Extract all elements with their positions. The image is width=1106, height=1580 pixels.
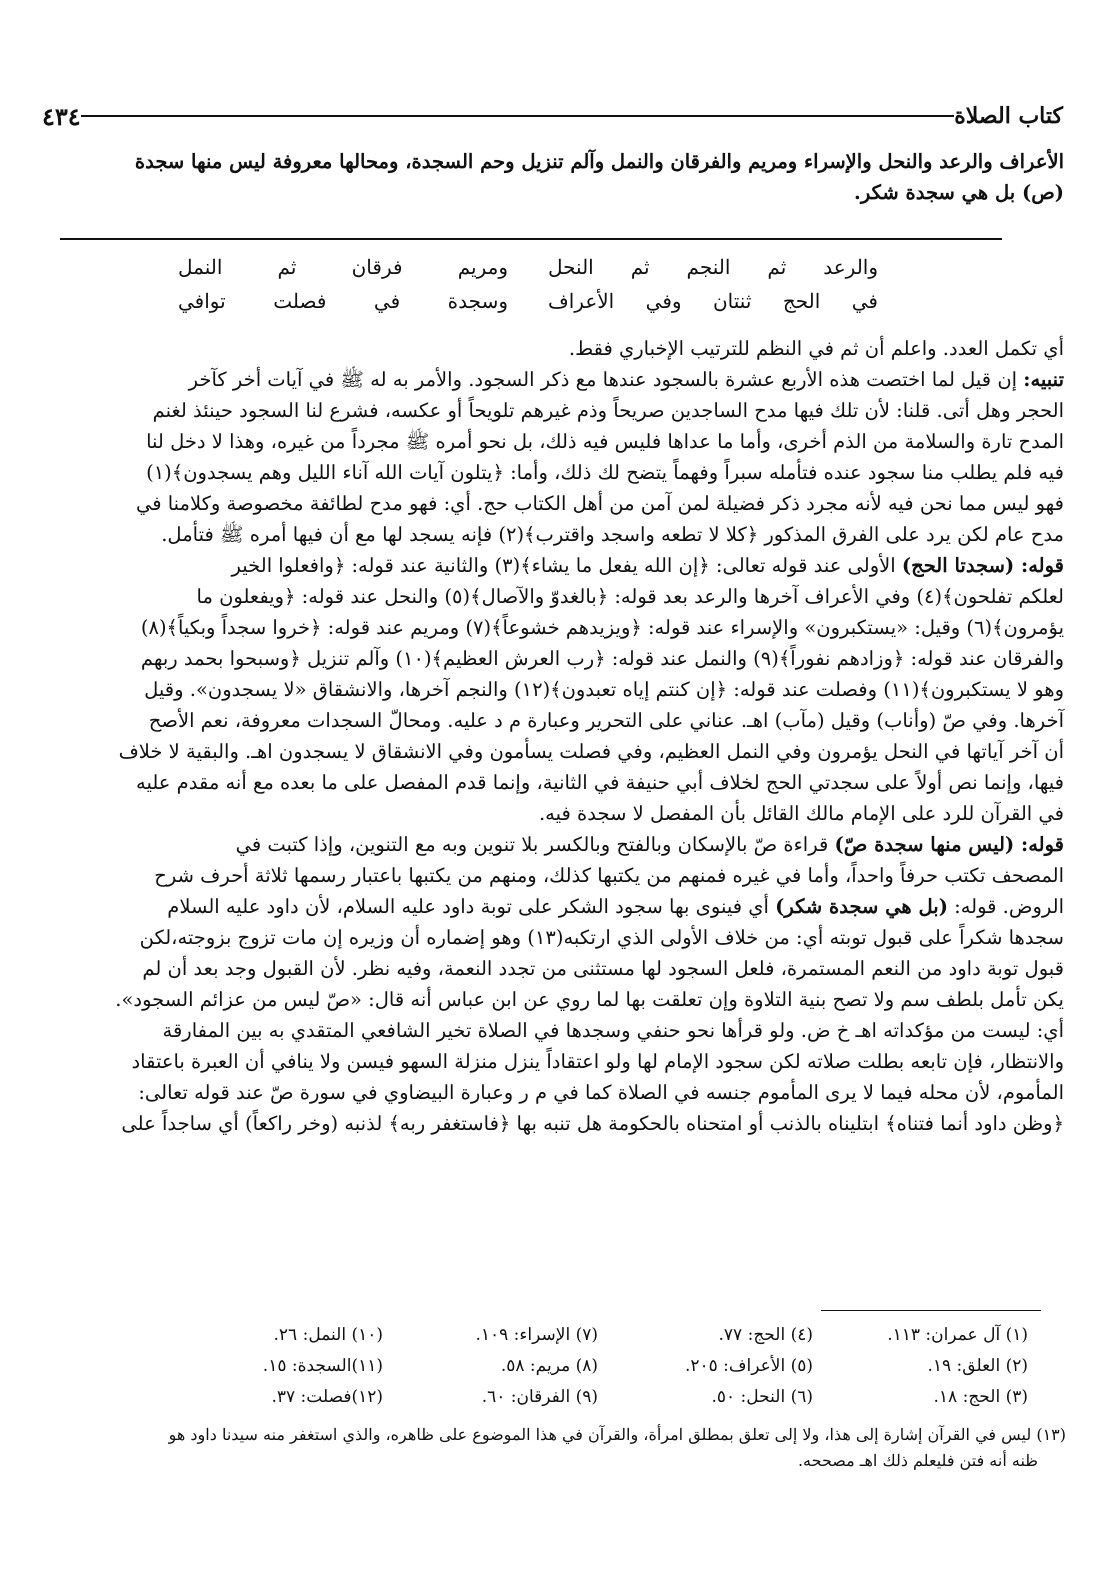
text-segment: الروض. قوله:	[947, 895, 1064, 918]
intro-line: الأعراف والرعد والنحل والإسراء ومريم والفرقان والنمل وآلم تنزيل وحم السجدة، ومحالها معروفة ليس منها سجدة	[134, 150, 1064, 173]
text-segment: قراءة صّ بالإسكان وبالفتح وبالكسر بلا تنوين وبه مع التنوين، وإذا كتبت في	[235, 833, 835, 856]
text-line: المدح تارة والسلامة من الذم أخرى، وأما ما عداها فليس فيه ذلك، بل نحو أمره ﷺ مجرداً من غيره، وهذا لا دخل لنا	[146, 430, 1064, 453]
page-header	[30, 96, 1075, 136]
footnote-line: ظنه أنه فتن فليعلم ذلك اهـ مصححه.	[797, 1451, 1038, 1470]
text-line	[44, 829, 1064, 860]
text-line	[44, 891, 1064, 922]
commentary-text	[44, 333, 1064, 1139]
footnote: (١١)السجدة: ١٥.	[262, 1356, 383, 1376]
text-line: أي تكمل العدد. واعلم أن ثم في النظم للترتيب الإخباري فقط.	[568, 337, 1064, 360]
text-line	[44, 550, 1064, 581]
section-divider	[60, 238, 1002, 240]
text-segment: إن قيل لما اختصت هذه الأربع عشرة بالسجود عندها مع ذكر السجود. والأمر به له ﷺ في آيات أخر كآخر	[188, 368, 1024, 391]
footnote: (٤) الحج: ٧٧.	[718, 1325, 813, 1345]
quote-label: قوله: (ليس منها سجدة صّ)	[834, 833, 1064, 856]
verse-hemistich: والرعد ثم النجم ثم النحل	[548, 255, 878, 279]
footnote: (٣) الحج: ١٨.	[933, 1387, 1028, 1407]
footnote: (٧) الإسراء: ١٠٩.	[475, 1325, 598, 1345]
verse-hemistich: ومريم فرقان ثم النمل	[178, 255, 508, 279]
text-segment: أي فينوى بها سجود الشكر على توبة داود عليه السلام، لأن داود عليه السلام	[167, 895, 776, 918]
poem-row	[178, 284, 878, 318]
text-line: سجدها شكراً على قبول توبته أي: من خلاف الأولى الذي ارتكبه(١٣) وهو إضماره أن وزيره إن مات تزوج بزوجته،لكن	[139, 926, 1064, 949]
text-line: والانتظار، فإن تابعه بطلت صلاته لكن سجود الإمام لها ولو اعتقاداً ينزل منزلة السهو فيسن ولا ينافي أن العبرة باعتقاد	[131, 1050, 1064, 1073]
footnote-13	[36, 1422, 1066, 1474]
text-line: فيها، وإنما نص أولاً على سجدتي الحج لخلاف أبي حنيفة في الثانية، وإنما قدم المفصل على ما بعده مع أنه مقدم عليه	[136, 771, 1064, 794]
footnote: (١٢)فصلت: ٣٧.	[271, 1387, 383, 1407]
poem-verses	[178, 250, 878, 318]
verse-hemistich: في الحج ثنتان وفي الأعراف	[548, 289, 878, 313]
text-line: يؤمرون﴾(٦) وقيل: «يستكبرون» والإسراء عند قوله: ﴿ويزيدهم خشوعاً﴾(٧) ومريم عند قوله: ﴿خروا سجداً وبكياً﴾(٨)	[140, 616, 1064, 639]
text-line: يكن تأمل بلطف سم ولا تصح بنية التلاوة وإن تعلقت بها لما روي عن ابن عباس أنه قال: «صّ ليس من عزائم السجود».	[115, 988, 1064, 1011]
text-line: وهو لا يستكبرون﴾(١١) وفصلت عند قوله: ﴿إن كنتم إياه تعبدون﴾(١٢) والنجم آخرها، والانشقاق «لا يسجدون». وقيل	[144, 678, 1064, 701]
text-line: الحجر وهل أتى. قلنا: لأن تلك فيها مدح الساجدين صريحاً وذم غيرهم تلويحاً أو عكسه، فشرع لنا السجود حينئذ لغنم	[152, 399, 1064, 422]
quote-label: قوله: (سجدتا الحج)	[901, 554, 1064, 577]
book-title: كتاب الصلاة	[954, 103, 1063, 129]
text-line: أن آخر آياتها في النحل يؤمرون وفي النمل العظيم، وفي فصلت يسأمون وفي الانشقاق لا يسجدون اهـ. والبقية لا خلاف	[118, 740, 1064, 763]
footnote: (١) آل عمران: ١١٣.	[887, 1325, 1028, 1345]
text-line: في القرآن للرد على الإمام مالك القائل بأن المفصل لا سجدة فيه.	[538, 802, 1064, 825]
footnote: (٥) الأعراف: ٢٠٥.	[684, 1356, 813, 1376]
text-segment: الأولى عند قوله تعالى: ﴿إن الله يفعل ما يشاء﴾(٣) والثانية عند قوله: ﴿وافعلوا الخير	[231, 554, 902, 577]
quote-label: (بل هي سجدة شكر)	[775, 895, 948, 918]
intro-text	[44, 146, 1064, 208]
text-line: فهو ليس مما نحن فيه لأنه مجرد ذكر فضيلة لمن آمن من أهل الكتاب حج. أي: فهو مدح لطائفة مخصوصة وكلامنا في	[135, 492, 1064, 515]
text-line	[44, 364, 1064, 395]
text-line: فيه فلم يطلب منا سجود عنده فتأمله سبراً وفهماً يتضح لك ذلك، وأما: ﴿يتلون آيات الله آناء الليل وهم يسجدون﴾(١)	[146, 461, 1064, 484]
text-line: أي: ليست من مؤكداته اهـ خ ض. ولو قرأها نحو حنفي وسجدها في الصلاة تخير الشافعي المتقدي به بين المفارقة	[162, 1019, 1064, 1042]
intro-line: (ص) بل هي سجدة شكر.	[854, 181, 1064, 204]
header-rule	[81, 115, 955, 117]
footnote: (٨) مريم: ٥٨.	[500, 1356, 598, 1376]
poem-row	[178, 250, 878, 284]
text-line: لعلكم تفلحون﴾(٤) وفي الأعراف آخرها والرعد بعد قوله: ﴿بالغدوّ والآصال﴾(٥) والنحل عند قوله: ﴿ويفعلون ما	[196, 585, 1064, 608]
page-number: ٤٣٤	[42, 101, 81, 131]
verse-hemistich: وسجدة في فصلت توافي	[178, 289, 508, 313]
footnote-line: (١٣) ليس في القرآن إشارة إلى هذا، ولا إلى تعلق بمطلق امرأة، والقرآن في هذا الموضوع على ظاهره، والذي استغفر منه سيدنا داود هو	[168, 1425, 1066, 1444]
text-line: المأموم، لأن محله فيما لا يرى المأموم جنسه في الصلاة كما في م ر وعبارة البيضاوي في سورة صّ عند قوله تعالى:	[138, 1081, 1064, 1104]
text-line: قبول توبة داود من النعم المستمرة، فلعل السجود لها مستثنى من تجدد النعمة، وفيه نظر. لأن القبول وجد بعد أن لم	[142, 957, 1064, 980]
note-label: تنبيه:	[1023, 368, 1064, 391]
text-line: المصحف تكتب حرفاً واحداً، وأما في غيره فمنهم من يكتبها كذلك، ومنهم من يكتبها باعتبار رسمها ثلاثة أحرف شرح	[154, 864, 1064, 887]
footnote-rule	[821, 1310, 1041, 1311]
text-line: آخرها. وفي صّ (وأناب) وقيل (مآب) اهـ. عناني على التحرير وعبارة م د عليه. ومحالّ السجدات معروفة، نعم الأصح	[148, 709, 1064, 732]
text-line: مدح عام لكن يرد على الفرق المذكور ﴿كلا لا تطعه واسجد واقترب﴾(٢) فإنه يسجد لها مع أن فيها أمره ﷺ فتأمل.	[161, 523, 1064, 546]
footnote: (١٠) النمل: ٢٦.	[273, 1325, 383, 1345]
footnote-list	[168, 1320, 1028, 1413]
text-line: والفرقان عند قوله: ﴿وزادهم نفوراً﴾(٩) والنمل عند قوله: ﴿رب العرش العظيم﴾(١٠) وآلم تنزيل ﴿وسبحوا بحمد ربهم	[140, 647, 1064, 670]
footnote: (٩) الفرقان: ٦٠.	[481, 1387, 598, 1407]
text-line: ﴿وظن داود أنما فتناه﴾ ابتليناه بالذنب أو امتحناه بالحكومة هل تنبه بها ﴿فاستغفر ربه﴾ لذنبه (وخر راكعاً) أي ساجداً على	[121, 1112, 1064, 1135]
footnote: (٢) العلق: ١٩.	[927, 1356, 1028, 1376]
footnote: (٦) النحل: ٥٠.	[711, 1387, 813, 1407]
